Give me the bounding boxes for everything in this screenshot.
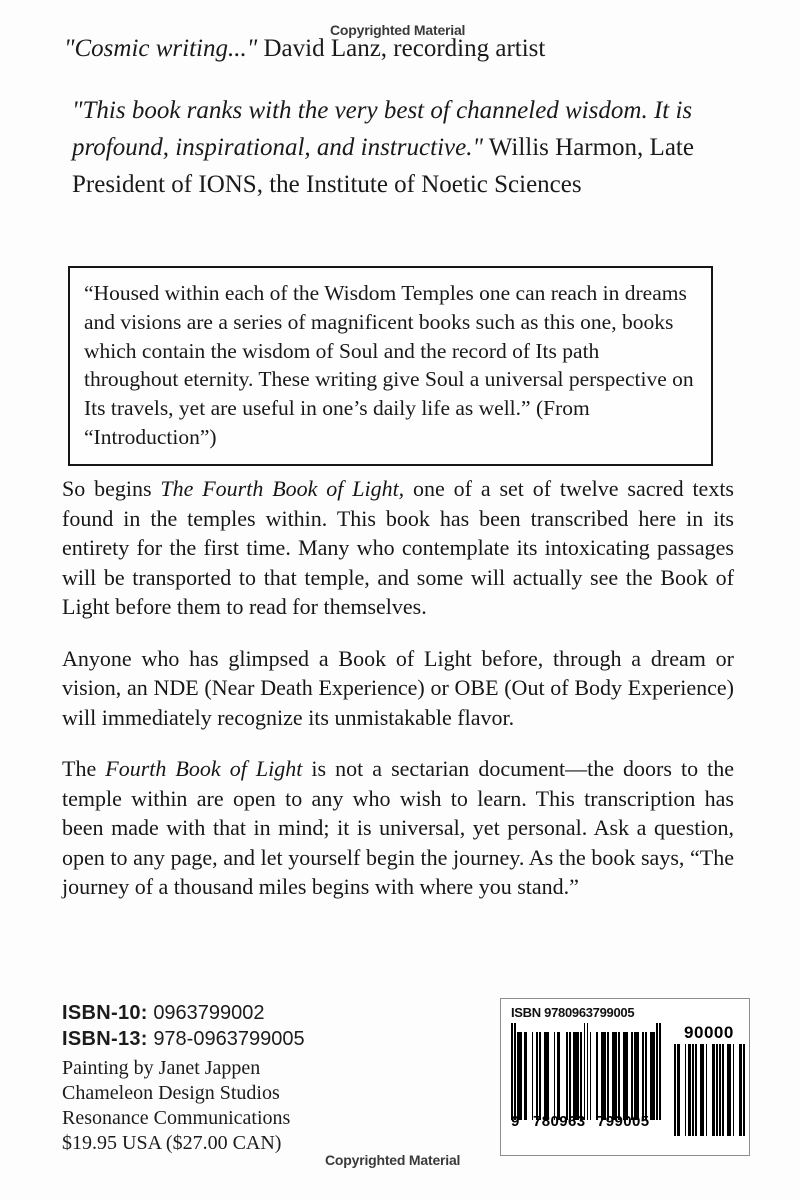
- ean13-digits: [511, 1113, 661, 1129]
- isbn-13-label: ISBN-13:: [62, 1028, 148, 1050]
- price-line: $19.95 USA ($27.00 CAN): [62, 1132, 282, 1154]
- isbn-10-line: [62, 1000, 482, 1026]
- barcode-row: [511, 1023, 741, 1136]
- testimonial-1-quote: "Cosmic writing...": [64, 35, 258, 62]
- testimonial-2-quote: "This book ranks with the very best of channeled wisdom. It is profound, inspirational, and instructive.": [72, 97, 693, 161]
- addon-bars: [673, 1044, 745, 1136]
- pull-quote-box: [68, 266, 713, 466]
- copyright-watermark-top: Copyrighted Material: [330, 22, 466, 38]
- testimonial-1: [64, 32, 754, 66]
- testimonials-section: [64, 32, 754, 203]
- book-title-inline-2: Fourth Book of Light: [105, 756, 303, 781]
- credit-design-studio: Chameleon Design Studios: [62, 1082, 280, 1104]
- paragraph-3-rest: is not a sectarian document—the doors to the temple within are open to any who wish to learn. This transcription has been made with that in mind; it is universal, yet personal. Ask a question, open to any page, and let yourself begin the journey. As the book says, “The journey of a thousand miles begins with where you stand.”: [62, 756, 735, 899]
- testimonial-1-attribution: David Lanz, recording artist: [263, 35, 546, 62]
- description-section: [62, 474, 734, 902]
- book-title-inline-1: The Fourth Book of Light,: [160, 476, 405, 501]
- isbn-10-value: 0963799002: [153, 1002, 265, 1024]
- pull-quote-text: “Housed within each of the Wisdom Temples one can reach in dreams and visions are a series of magnificent books such as this one, books which contain the wisdom of Soul and the record of Its path throughout eternity. These writing give Soul a universal perspective on Its travels, yet are useful in one’s daily life as well.” (From “Introduction”): [84, 281, 694, 449]
- isbn-13-line: [62, 1026, 482, 1052]
- barcode-isbn-label: ISBN 9780963799005: [511, 1005, 635, 1020]
- paragraph-1-rest: one of a set of twelve sacred texts found in the temples within. This book has been transcribed here in its entirety for the first time. Many who contemplate its intoxicating passages will be transported to that temple, and some will actually see the Book of Light before them to read for themselves.: [62, 476, 734, 619]
- paragraph-1-lead: So begins: [62, 476, 161, 501]
- barcode-addon: [673, 1023, 745, 1136]
- testimonial-2-attribution: Willis Harmon, Late President of IONS, the Institute of Noetic Sciences: [72, 134, 694, 198]
- description-paragraph-3: [62, 754, 734, 902]
- testimonial-2: [64, 92, 754, 203]
- colophon-section: [62, 1000, 482, 1156]
- ean13-bars: [511, 1023, 661, 1120]
- credit-painting: Painting by Janet Jappen: [62, 1057, 261, 1079]
- copyright-watermark-bottom: Copyrighted Material: [325, 1152, 461, 1168]
- description-paragraph-2: Anyone who has glimpsed a Book of Light before, through a dream or vision, an NDE (Near Death Experience) or OBE (Out of Body Experience) will immediately recognize its unmistakable flavor.: [62, 645, 734, 730]
- ean13-lead-digit: 9: [511, 1113, 520, 1130]
- ean13-right-digits: 799005: [597, 1113, 650, 1130]
- description-paragraph-1: [62, 474, 734, 622]
- addon-value: 90000: [684, 1023, 734, 1042]
- isbn-10-label: ISBN-10:: [62, 1002, 148, 1024]
- barcode-block: [500, 998, 750, 1156]
- credit-publisher: Resonance Communications: [62, 1107, 291, 1129]
- ean13-left-digits: 780963: [533, 1113, 586, 1130]
- ean13-barcode: [511, 1023, 661, 1129]
- isbn-13-value: 978-0963799005: [153, 1028, 305, 1050]
- paragraph-3-lead: The: [62, 756, 106, 781]
